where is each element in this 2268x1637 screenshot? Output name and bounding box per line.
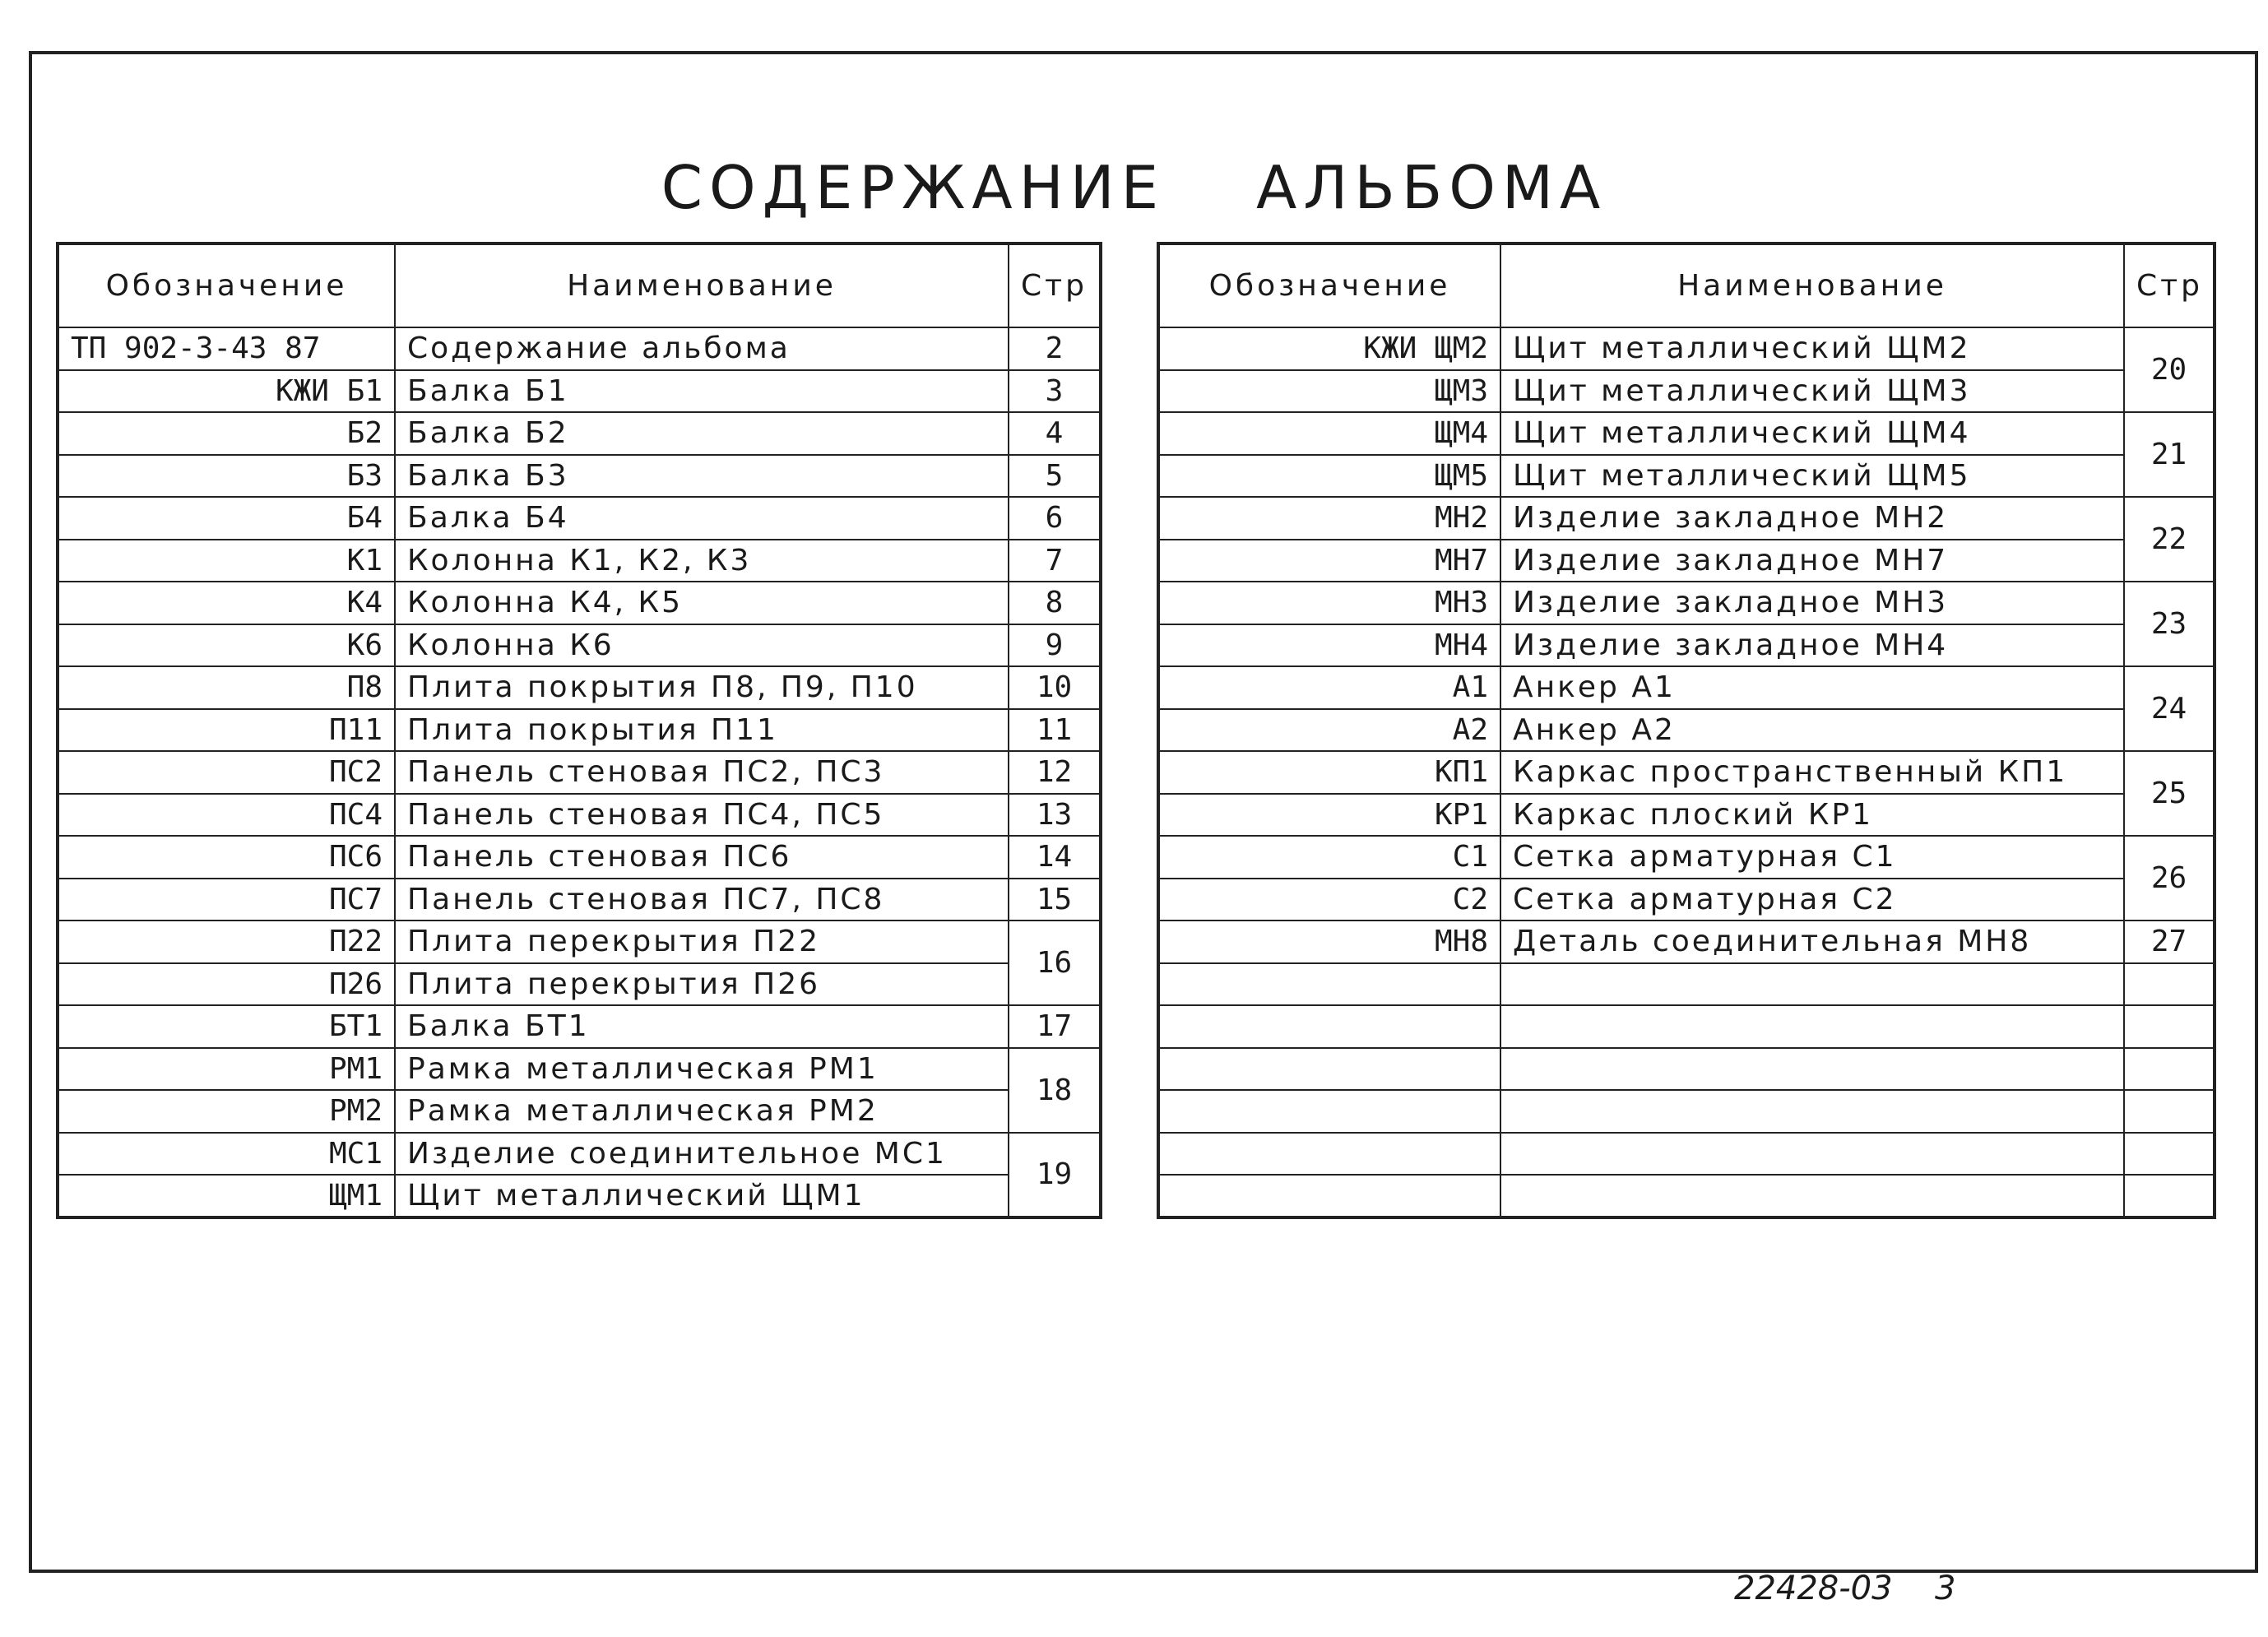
table-row — [58, 963, 1101, 1006]
contents-table-right — [1157, 242, 2216, 1219]
row-code: П26 — [58, 963, 395, 1006]
table-row — [1158, 794, 2215, 837]
row-page: 21 — [2124, 412, 2215, 497]
row-name: Панель стеновая ПС6 — [395, 836, 1009, 879]
table-row — [58, 794, 1101, 837]
row-code: А1 — [1158, 666, 1500, 709]
contents-table-left — [56, 242, 1102, 1219]
row-name: Сетка арматурная С2 — [1500, 879, 2124, 921]
row-name: Изделие закладное МН4 — [1500, 624, 2124, 667]
header-row — [1158, 243, 2215, 327]
row-page: 5 — [1009, 455, 1101, 498]
empty-cell — [2124, 963, 2215, 1006]
table-row — [1158, 370, 2215, 413]
table-row — [1158, 709, 2215, 752]
row-name: Балка Б2 — [395, 412, 1009, 455]
row-page: 6 — [1009, 497, 1101, 540]
row-name: Анкер А2 — [1500, 709, 2124, 752]
row-code: БТ1 — [58, 1005, 395, 1048]
table-row — [58, 1005, 1101, 1048]
row-page: 15 — [1009, 879, 1101, 921]
row-code: С1 — [1158, 836, 1500, 879]
empty-cell — [2124, 1133, 2215, 1176]
row-code: ПС7 — [58, 879, 395, 921]
row-code: КЖИ ЩМ2 — [1158, 327, 1500, 370]
table-row — [1158, 327, 2215, 370]
title-word-2: АЛЬБОМА — [1256, 153, 1607, 222]
empty-row — [1158, 1090, 2215, 1133]
row-code: КЖИ Б1 — [58, 370, 395, 413]
row-name: Изделие закладное МН7 — [1500, 540, 2124, 582]
row-page: 25 — [2124, 751, 2215, 836]
row-name: Содержание альбома — [395, 327, 1009, 370]
table-row — [1158, 836, 2215, 879]
row-code: МН2 — [1158, 497, 1500, 540]
row-code: ЩМ4 — [1158, 412, 1500, 455]
row-name: Щит металлический ЩМ1 — [395, 1175, 1009, 1217]
empty-cell — [1500, 963, 2124, 1006]
table-row — [58, 1175, 1101, 1217]
row-page: 9 — [1009, 624, 1101, 667]
row-code: МС1 — [58, 1133, 395, 1176]
empty-cell — [1158, 1133, 1500, 1176]
table-row — [58, 1090, 1101, 1133]
row-page: 19 — [1009, 1133, 1101, 1217]
empty-cell — [1158, 1048, 1500, 1091]
empty-row — [1158, 1175, 2215, 1217]
page-title — [0, 153, 2268, 222]
table-row — [58, 370, 1101, 413]
empty-row — [1158, 963, 2215, 1006]
row-code: КР1 — [1158, 794, 1500, 837]
table-row — [58, 582, 1101, 624]
row-name: Каркас пространственный КП1 — [1500, 751, 2124, 794]
row-page: 17 — [1009, 1005, 1101, 1048]
row-name: Каркас плоский КР1 — [1500, 794, 2124, 837]
row-name: Сетка арматурная С1 — [1500, 836, 2124, 879]
sheet-number: 3 — [1935, 1570, 1956, 1607]
row-name: Изделие закладное МН3 — [1500, 582, 2124, 624]
row-page: 23 — [2124, 582, 2215, 666]
row-code: ТП 902-3-43 87 — [58, 327, 395, 370]
table-row — [58, 751, 1101, 794]
row-name: Колонна К4, К5 — [395, 582, 1009, 624]
row-code: Б4 — [58, 497, 395, 540]
row-name: Рамка металлическая РМ1 — [395, 1048, 1009, 1091]
table-row — [58, 921, 1101, 963]
row-code: ЩМ1 — [58, 1175, 395, 1217]
table-row — [58, 1133, 1101, 1176]
row-page: 14 — [1009, 836, 1101, 879]
drawing-number: 22428-03 — [1734, 1570, 1893, 1607]
table-row — [58, 1048, 1101, 1091]
row-page: 11 — [1009, 709, 1101, 752]
row-code: П22 — [58, 921, 395, 963]
row-page: 16 — [1009, 921, 1101, 1005]
table-row — [58, 497, 1101, 540]
header-name: Наименование — [395, 243, 1009, 327]
header-page: Стр — [1009, 243, 1101, 327]
header-name: Наименование — [1500, 243, 2124, 327]
empty-cell — [1158, 963, 1500, 1006]
row-page: 7 — [1009, 540, 1101, 582]
row-name: Колонна К1, К2, К3 — [395, 540, 1009, 582]
row-name: Изделие соединительное МС1 — [395, 1133, 1009, 1176]
empty-row — [1158, 1048, 2215, 1091]
table-row — [58, 412, 1101, 455]
row-code: РМ2 — [58, 1090, 395, 1133]
row-code: ПС4 — [58, 794, 395, 837]
row-code: П11 — [58, 709, 395, 752]
row-name: Панель стеновая ПС4, ПС5 — [395, 794, 1009, 837]
row-page: 13 — [1009, 794, 1101, 837]
table-row — [58, 666, 1101, 709]
table-row — [1158, 666, 2215, 709]
table-row — [1158, 921, 2215, 963]
row-code: МН7 — [1158, 540, 1500, 582]
header-page: Стр — [2124, 243, 2215, 327]
row-name: Плита покрытия П11 — [395, 709, 1009, 752]
table-row — [58, 455, 1101, 498]
row-name: Балка БТ1 — [395, 1005, 1009, 1048]
row-code: Б3 — [58, 455, 395, 498]
row-code: Б2 — [58, 412, 395, 455]
row-name: Балка Б3 — [395, 455, 1009, 498]
header-code: Обозначение — [1158, 243, 1500, 327]
row-name: Панель стеновая ПС7, ПС8 — [395, 879, 1009, 921]
row-name: Щит металлический ЩМ4 — [1500, 412, 2124, 455]
table-row — [1158, 751, 2215, 794]
table-row — [58, 540, 1101, 582]
header-row — [58, 243, 1101, 327]
table-row — [1158, 540, 2215, 582]
row-page: 20 — [2124, 327, 2215, 412]
row-code: П8 — [58, 666, 395, 709]
table-row — [1158, 879, 2215, 921]
empty-cell — [2124, 1005, 2215, 1048]
row-code: К1 — [58, 540, 395, 582]
row-page: 27 — [2124, 921, 2215, 963]
empty-row — [1158, 1133, 2215, 1176]
row-code: МН3 — [1158, 582, 1500, 624]
table-row — [1158, 412, 2215, 455]
row-code: К4 — [58, 582, 395, 624]
row-page: 18 — [1009, 1048, 1101, 1133]
row-code: РМ1 — [58, 1048, 395, 1091]
table-row — [1158, 497, 2215, 540]
empty-cell — [1500, 1005, 2124, 1048]
row-page: 24 — [2124, 666, 2215, 751]
empty-cell — [2124, 1175, 2215, 1217]
title-word-1: СОДЕРЖАНИЕ — [661, 153, 1166, 222]
row-name: Щит металлический ЩМ2 — [1500, 327, 2124, 370]
empty-cell — [1158, 1005, 1500, 1048]
row-code: ПС2 — [58, 751, 395, 794]
row-code: А2 — [1158, 709, 1500, 752]
row-name: Рамка металлическая РМ2 — [395, 1090, 1009, 1133]
row-name: Изделие закладное МН2 — [1500, 497, 2124, 540]
empty-cell — [1158, 1175, 1500, 1217]
row-name: Колонна К6 — [395, 624, 1009, 667]
row-page: 10 — [1009, 666, 1101, 709]
row-code: ЩМ3 — [1158, 370, 1500, 413]
row-code: С2 — [1158, 879, 1500, 921]
table-row — [58, 709, 1101, 752]
row-page: 8 — [1009, 582, 1101, 624]
empty-cell — [2124, 1048, 2215, 1091]
row-code: КП1 — [1158, 751, 1500, 794]
row-name: Плита покрытия П8, П9, П10 — [395, 666, 1009, 709]
empty-cell — [2124, 1090, 2215, 1133]
empty-cell — [1500, 1133, 2124, 1176]
empty-cell — [1500, 1175, 2124, 1217]
row-name: Деталь соединительная МН8 — [1500, 921, 2124, 963]
row-name: Балка Б1 — [395, 370, 1009, 413]
empty-cell — [1158, 1090, 1500, 1133]
row-page: 2 — [1009, 327, 1101, 370]
row-name: Панель стеновая ПС2, ПС3 — [395, 751, 1009, 794]
row-code: МН8 — [1158, 921, 1500, 963]
table-row — [58, 879, 1101, 921]
table-row — [1158, 582, 2215, 624]
header-code: Обозначение — [58, 243, 395, 327]
row-code: ЩМ5 — [1158, 455, 1500, 498]
row-code: МН4 — [1158, 624, 1500, 667]
row-name: Балка Б4 — [395, 497, 1009, 540]
row-name: Плита перекрытия П26 — [395, 963, 1009, 1006]
empty-row — [1158, 1005, 2215, 1048]
row-name: Плита перекрытия П22 — [395, 921, 1009, 963]
empty-cell — [1500, 1090, 2124, 1133]
table-row — [58, 624, 1101, 667]
row-name: Щит металлический ЩМ5 — [1500, 455, 2124, 498]
row-code: К6 — [58, 624, 395, 667]
table-row — [1158, 624, 2215, 667]
table-row — [58, 327, 1101, 370]
row-page: 26 — [2124, 836, 2215, 921]
row-name: Анкер А1 — [1500, 666, 2124, 709]
table-row — [58, 836, 1101, 879]
table-row — [1158, 455, 2215, 498]
row-code: ПС6 — [58, 836, 395, 879]
row-page: 4 — [1009, 412, 1101, 455]
row-page: 22 — [2124, 497, 2215, 582]
row-page: 12 — [1009, 751, 1101, 794]
row-name: Щит металлический ЩМ3 — [1500, 370, 2124, 413]
row-page: 3 — [1009, 370, 1101, 413]
empty-cell — [1500, 1048, 2124, 1091]
